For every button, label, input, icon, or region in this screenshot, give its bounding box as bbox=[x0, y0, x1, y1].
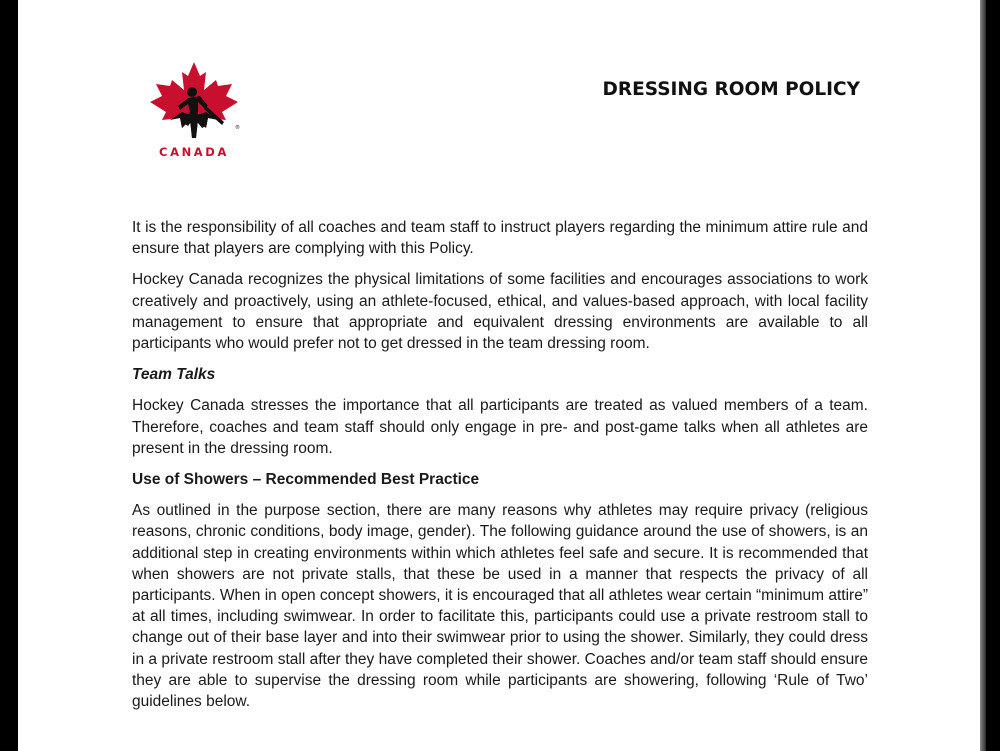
document-title: DRESSING ROOM POLICY bbox=[602, 79, 860, 100]
intro-paragraph-1: It is the responsibility of all coaches and team staff to instruct players regarding the minimum attire rule and ensure that players are complying with this Policy. bbox=[132, 219, 868, 258]
team-talks-heading: Team Talks bbox=[132, 366, 216, 384]
showers-paragraph: As outlined in the purpose section, there are many reasons why athletes may require privacy (religious reasons, chronic conditions, body image, gender). The following guidance around the use of showers, is an additional step in creating environments within which athletes feel safe and secure. It is recommended that when showers are not private stalls, that these be used in a manner that respects the privacy of all participants. When in open concept showers, it is encouraged that all athletes wear certain “minimum attire” at all times, including swimwear. In order to facilitate this, participants could use a private restroom stall to change out of their base layer and into their swimwear prior to using the shower. Similarly, they could dress in a private restroom stall after they have completed their shower. Coaches and/or team staff should ensure they are able to supervise the dressing room while participants are showering, following ‘Rule of Two’ guidelines below. bbox=[132, 502, 868, 711]
showers-heading: Use of Showers – Recommended Best Practice bbox=[132, 471, 480, 489]
maple-leaf-icon bbox=[142, 60, 246, 140]
logo-wordmark: CANADA bbox=[159, 145, 229, 159]
hockey-canada-logo bbox=[142, 60, 246, 160]
document-body bbox=[132, 217, 868, 722]
svg-text:®: ® bbox=[235, 125, 240, 131]
page-edge-shadow bbox=[980, 0, 986, 751]
document-page bbox=[18, 0, 980, 751]
intro-paragraph-2: Hockey Canada recognizes the physical limitations of some facilities and encourages associations to work creatively and proactively, using an athlete-focused, ethical, and values-based approach, with local facility management to ensure that appropriate and equivalent dressing environments are available to all participants who would prefer not to get dressed in the team dressing room. bbox=[132, 271, 868, 353]
team-talks-paragraph: Hockey Canada stresses the importance that all participants are treated as valued members of a team. Therefore, coaches and team staff should only engage in pre- and post-game talks when all athletes are present in the dressing room. bbox=[132, 397, 868, 457]
